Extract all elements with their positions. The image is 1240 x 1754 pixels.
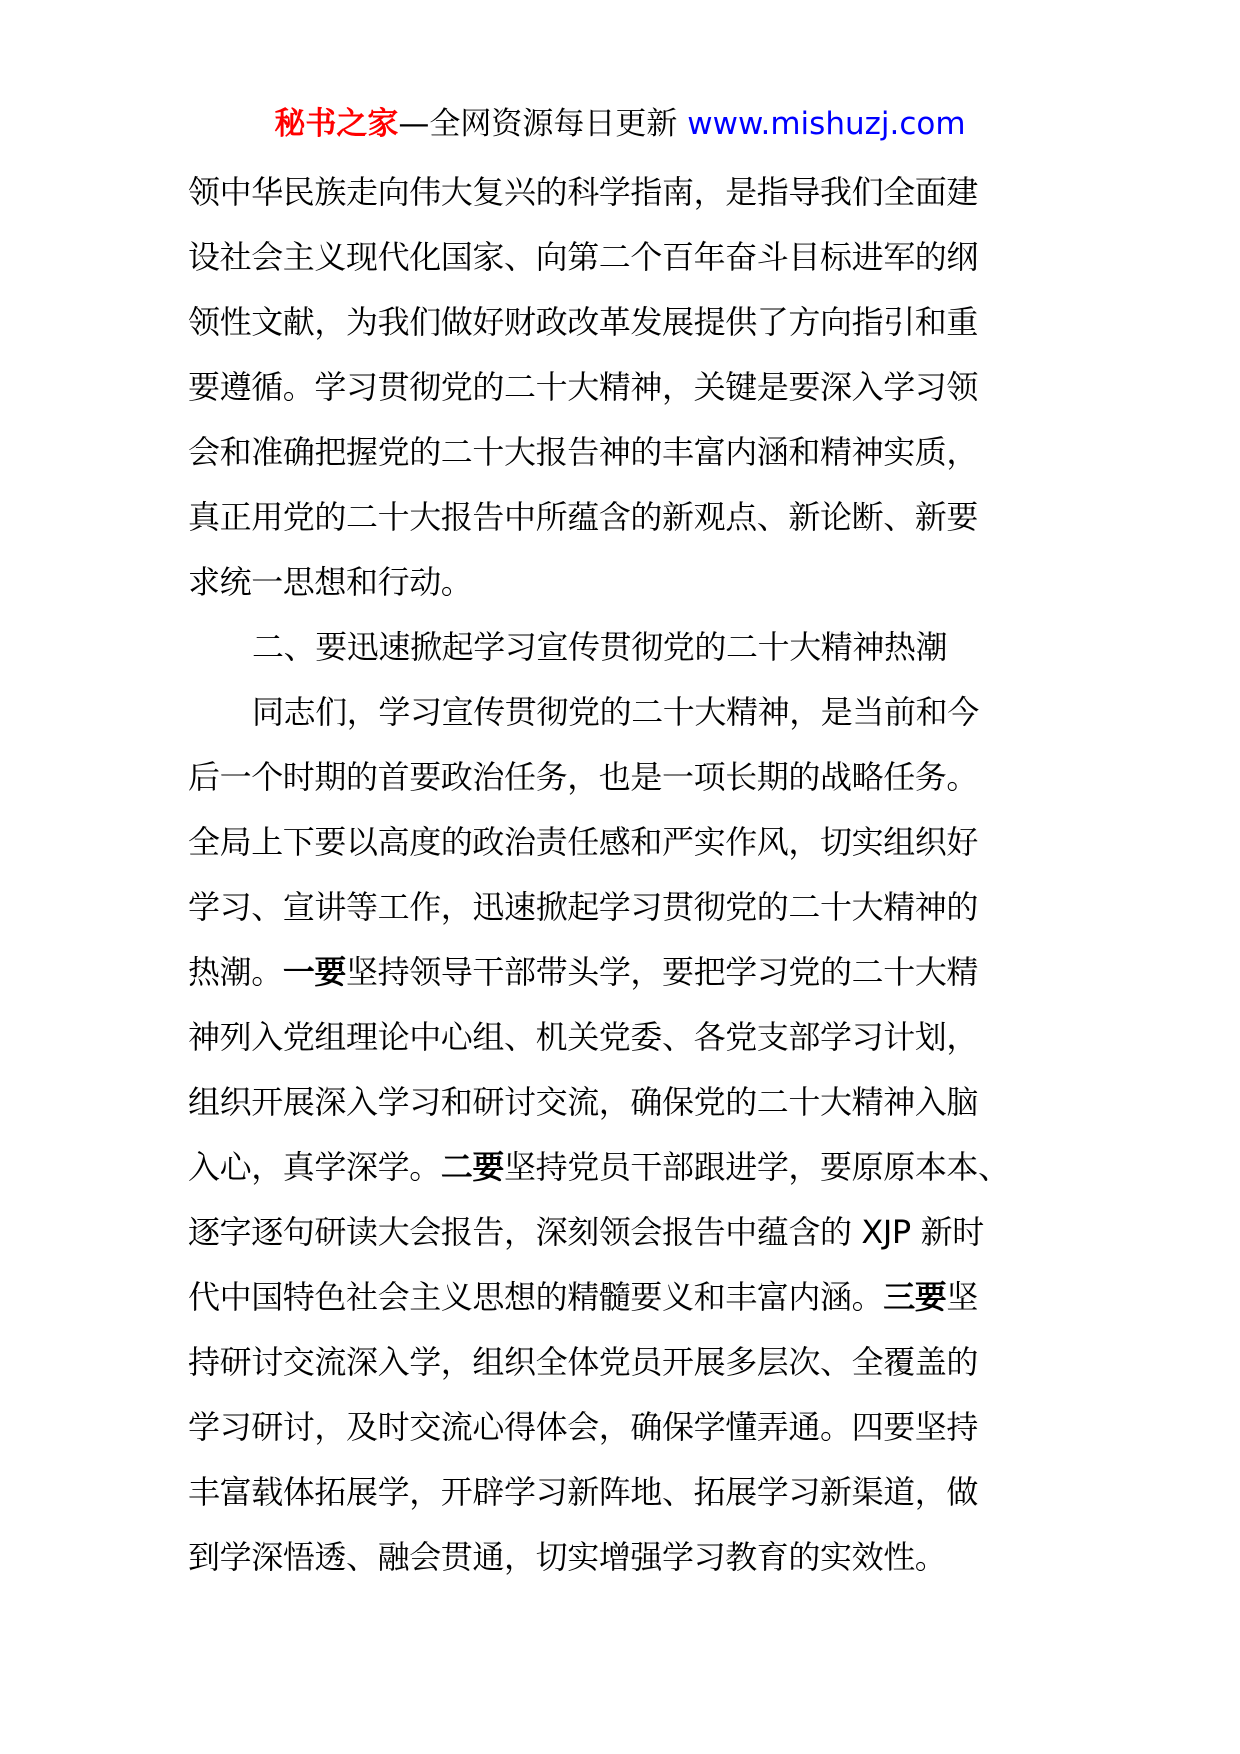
text-segment: 二、要迅速掀起学习宣传贯彻党的二十大精神热潮	[252, 628, 948, 666]
text-segment: 坚持党员干部跟进学，要原原本本、	[504, 1148, 1010, 1186]
document-body	[188, 160, 1068, 1590]
text-segment: 坚持领导干部带头学，要把学习党的二十大精	[346, 953, 979, 991]
text-line	[188, 1525, 1068, 1590]
text-segment: 到学深悟透、融会贯通，切实增强学习教育的实效性。	[188, 1538, 947, 1576]
text-line	[188, 680, 1068, 745]
text-segment: 热潮。	[188, 953, 283, 991]
text-line	[188, 875, 1068, 940]
text-segment: 坚	[946, 1278, 979, 1316]
text-line	[188, 810, 1068, 875]
text-segment: 代中国特色社会主义思想的精髓要义和丰富内涵。	[188, 1278, 884, 1316]
bold-text-segment: 二要	[440, 1148, 505, 1186]
page-header	[0, 104, 1240, 144]
text-line	[188, 1460, 1068, 1525]
text-line	[188, 1200, 1068, 1265]
text-segment: 设社会主义现代化国家、向第二个百年奋斗目标进军的纲	[188, 238, 979, 276]
text-line	[188, 615, 1068, 680]
text-segment: 会和准确把握党的二十大报告神的丰富内涵和精神实质，	[188, 433, 979, 471]
header-url-link[interactable]: www.mishuzj.com	[687, 106, 966, 142]
text-line	[188, 290, 1068, 355]
text-line	[188, 160, 1068, 225]
text-line	[188, 1330, 1068, 1395]
text-line	[188, 1395, 1068, 1460]
text-segment: 丰富载体拓展学，开辟学习新阵地、拓展学习新渠道，做	[188, 1473, 979, 1511]
text-segment: 全局上下要以高度的政治责任感和严实作风，切实组织好	[188, 823, 979, 861]
text-segment: 组织开展深入学习和研讨交流，确保党的二十大精神入脑	[188, 1083, 979, 1121]
bold-text-segment: 一要	[282, 953, 347, 991]
text-line	[188, 940, 1068, 1005]
header-tagline: —全网资源每日更新	[398, 106, 688, 142]
text-segment: 领性文献，为我们做好财政改革发展提供了方向指引和重	[188, 303, 979, 341]
text-line	[188, 550, 1068, 615]
text-segment: 神列入党组理论中心组、机关党委、各党支部学习计划，	[188, 1018, 979, 1056]
text-segment: 领中华民族走向伟大复兴的科学指南，是指导我们全面建	[188, 173, 979, 211]
bold-text-segment: 三要	[883, 1278, 947, 1316]
text-segment: 求统一思想和行动。	[188, 563, 473, 601]
text-segment: 后一个时期的首要政治任务，也是一项长期的战略任务。	[188, 758, 979, 796]
text-line	[188, 1005, 1068, 1070]
text-segment: 持研讨交流深入学，组织全体党员开展多层次、全覆盖的	[188, 1343, 979, 1381]
text-segment: 同志们，学习宣传贯彻党的二十大精神，是当前和今	[252, 693, 979, 731]
text-line	[188, 225, 1068, 290]
text-line	[188, 1135, 1068, 1200]
text-line	[188, 1265, 1068, 1330]
text-line	[188, 1070, 1068, 1135]
text-segment: 入心，真学深学。	[188, 1148, 441, 1186]
text-line	[188, 745, 1068, 810]
text-line	[188, 420, 1068, 485]
header-brand: 秘书之家	[274, 106, 399, 142]
text-segment: 学习研讨，及时交流心得体会，确保学懂弄通。四要坚持	[188, 1408, 979, 1446]
text-segment: 要遵循。学习贯彻党的二十大精神，关键是要深入学习领	[188, 368, 979, 406]
text-segment: 学习、宣讲等工作，迅速掀起学习贯彻党的二十大精神的	[188, 888, 979, 926]
text-segment: 真正用党的二十大报告中所蕴含的新观点、新论断、新要	[188, 498, 979, 536]
text-line	[188, 355, 1068, 420]
text-line	[188, 485, 1068, 550]
text-segment: 逐字逐句研读大会报告，深刻领会报告中蕴含的 XJP 新时	[188, 1213, 984, 1251]
